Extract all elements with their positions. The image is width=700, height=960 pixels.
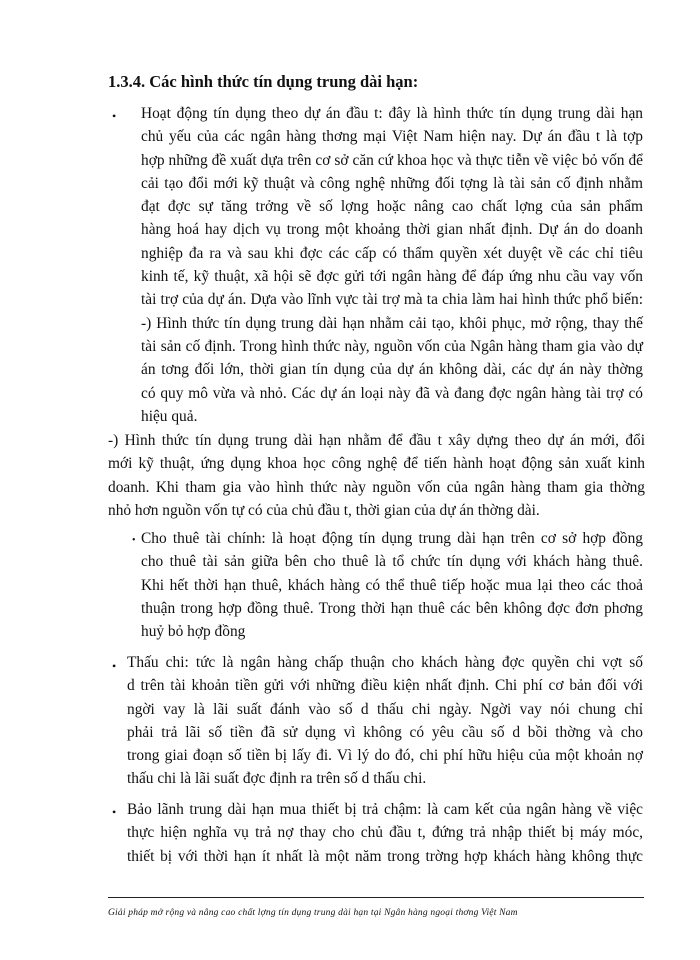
text-line: tài sản cố định. Trong hình thức này, nguồn vốn của Ngân hàng tham gia vào dự	[141, 337, 643, 355]
bullet-icon: •	[112, 659, 117, 673]
section-heading: 1.3.4. Các hình thức tín dụng trung dài hạn:	[108, 72, 419, 91]
bullet-icon: •	[112, 109, 117, 123]
text-line: cải tạo đổi mới kỹ thuật và công nghệ những đối tợng là tài sản cố định nhằm	[141, 174, 643, 192]
text-line: ngời vay là lãi suất đánh vào số d thấu chi ngày. Ngời vay nói chung chỉ	[127, 700, 643, 718]
text-line: Cho thuê tài chính: là hoạt động tín dụng trung dài hạn trên cơ sở hợp đồng	[141, 530, 643, 547]
paragraph-deferred-payment-guarantee	[127, 798, 643, 868]
text-line: Bảo lãnh trung dài hạn mua thiết bị trả chậm: là cam kết của ngân hàng về việc	[127, 801, 643, 818]
text-line: hiệu quả.	[141, 407, 198, 425]
paragraph-project-credit	[141, 102, 643, 428]
text-line: chủ yếu của các ngân hàng thơng mại Việt Nam hiện nay. Dự án đầu t là tợp	[141, 128, 643, 146]
text-line: d trên tài khoản tiền gửi với những điều kiện nhất định. Chi phí cơ bản đối với	[127, 677, 643, 695]
paragraph-new-investment	[108, 429, 645, 522]
text-line: hợp những đề xuất dựa trên cơ sở căn cứ khoa học và thực tiễn về việc bỏ vốn để	[141, 151, 643, 169]
text-line: có quy mô vừa và nhỏ. Các dự án loại này đã và đang đợc ngân hàng tài trợ có	[141, 384, 643, 402]
text-line: -) Hình thức tín dụng trung dài hạn nhằm cải tạo, khôi phục, mở rộng, thay thế	[141, 314, 643, 332]
text-line: nhỏ hơn nguồn vốn tự có của chủ đầu t, thời gian của dự án thờng dài.	[108, 501, 540, 519]
text-line: -) Hình thức tín dụng trung dài hạn nhằm để đầu t xây dựng theo dự án mới, đổi	[108, 432, 645, 449]
bullet-icon: •	[112, 805, 117, 819]
text-line: trong giai đoạn số tiền bị lấy đi. Vì lý do đó, chi phí hữu hiệu của một khoản nợ	[127, 747, 643, 765]
text-line: thiết bị với thời hạn ít nhất là một năm trong trờng hợp khách hàng không thực	[127, 847, 643, 865]
text-line: nghiệp đa ra và sau khi đợc các cấp có thẩm quyền xét duyệt về các chỉ tiêu	[141, 244, 643, 262]
text-line: Thấu chi: tức là ngân hàng chấp thuận cho khách hàng đợc quyền chi vợt số	[127, 654, 643, 671]
paragraph-overdraft	[127, 651, 643, 791]
text-line: tài trợ của dự án. Dựa vào lĩnh vực tài trợ mà ta chia làm hai hình thức phổ biến:	[141, 291, 643, 309]
text-line: án tơng đối lớn, thời gian tín dụng của dự án không dài, các dự án này thờng	[141, 361, 643, 379]
page-footer: Giải pháp mở rộng và nâng cao chất lợng tín dụng trung dài hạn tại Ngân hàng ngoại thơng Việt Nam	[108, 908, 518, 918]
text-line: đạt đợc sự tăng trởng về số lợng hoặc nâng cao chất lợng của sản phẩm	[141, 198, 643, 216]
text-line: cho thuê tài sản giữa bên cho thuê là tổ chức tín dụng với khách hàng thuê.	[141, 553, 643, 571]
text-line: hàng hoá hay dịch vụ trong một khoảng thời gian nhất định. Dự án do doanh	[141, 221, 643, 239]
bullet-icon: •	[132, 535, 136, 546]
text-line: thấu chi là lãi suất đợc định ra trên số d thấu chi.	[127, 770, 427, 788]
footer-divider	[108, 897, 644, 898]
text-line: phải trả lãi số tiền đã sử dụng vì không có yêu cầu số d bồi thờng và cho	[127, 723, 643, 741]
text-line: kinh tế, kỹ thuật, xã hội sẽ đợc gửi tới ngân hàng để đáp ứng nhu cầu vay vốn	[141, 268, 643, 286]
text-line: doanh. Khi tham gia vào hình thức này nguồn vốn của ngân hàng tham gia thờng	[108, 478, 645, 496]
text-line: mới kỹ thuật, ứng dụng khoa học công nghệ để tiến hành hoạt động sản xuất kinh	[108, 455, 645, 473]
text-line: thực hiện nghĩa vụ trả nợ thay cho chủ đầu t, đứng trả nhập thiết bị máy móc,	[127, 824, 643, 842]
paragraph-financial-leasing	[141, 527, 643, 643]
text-line: huỷ bỏ hợp đồng	[141, 623, 246, 641]
text-line: thuận trong hợp đồng thuê. Trong thời hạn thuê các bên không đợc đơn phơng	[141, 599, 643, 617]
text-line: Khi hết thời hạn thuê, khách hàng có thể thuê tiếp hoặc mua lại theo các thoả	[141, 576, 643, 594]
text-line: Hoạt động tín dụng theo dự án đầu t: đây là hình thức tín dụng trung dài hạn	[141, 105, 643, 122]
